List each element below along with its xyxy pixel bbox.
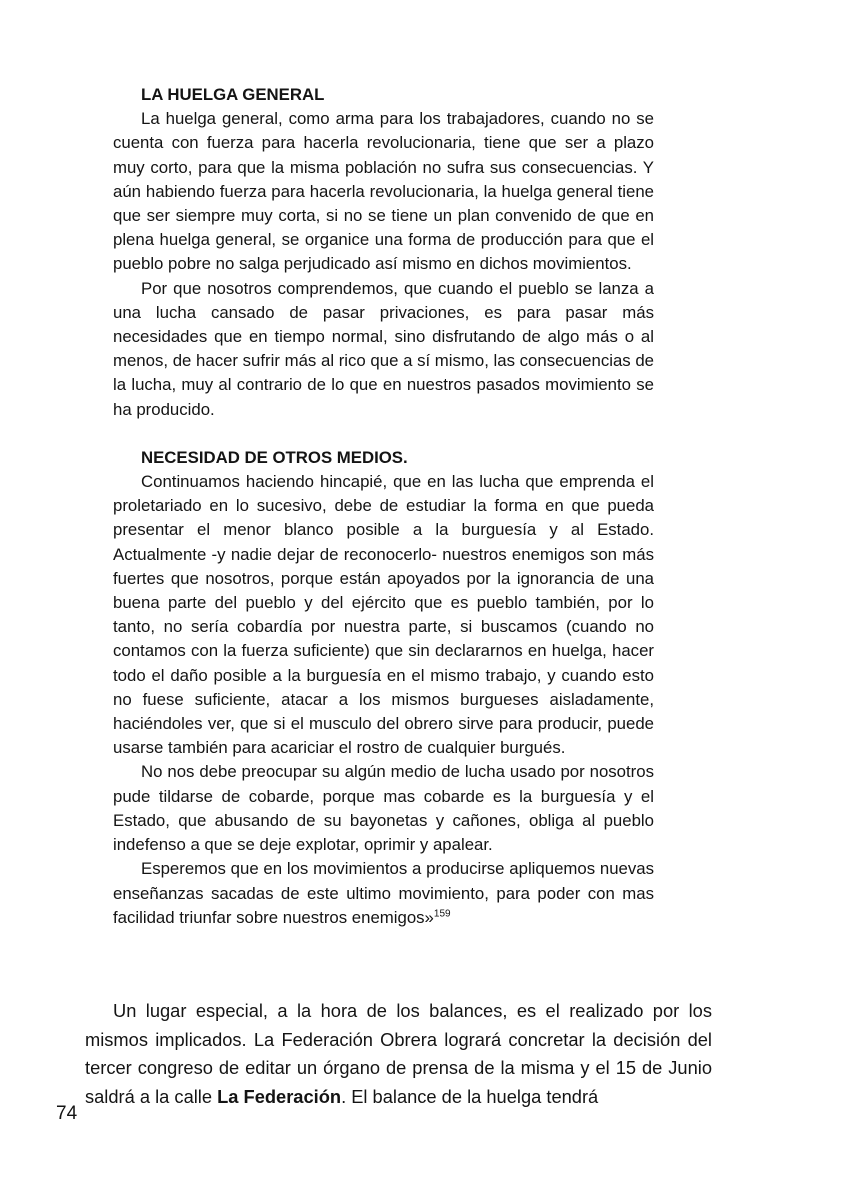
quote-paragraph: Continuamos haciendo hincapié, que en las lucha que emprenda el proletariado en lo sucesivo, debe de estudiar la forma en que pueda presentar el menor blanco posible a la burguesía y al Estado. Actualmente -y nadie dejar de reconocerlo- nuestros enemigos son más fuertes que nosotros, porque están apoyados por la ignorancia de una buena parte del pueblo y del ejército que es pueblo también, por lo tanto, no sería cobardía por nuestra parte, si buscamos (cuando no contamos con la fuerza suficiente) que sin declararnos en huelga, hacer todo el daño posible a la burguesía en el mismo trabajo, y cuando esto no fuese suficiente, atacar a los mismos burgueses aisladamente, haciéndoles ver, que si el musculo del obrero sirve para producir, puede usarse también para acariciar el rostro de cualquier burgués. [113,472,654,758]
section-heading: LA HUELGA GENERAL [141,85,325,104]
closing-text-bold: La Federación [217,1085,342,1107]
quote-paragraph-text: Esperemos que en los movimientos a producirse apliquemos nuevas enseñanzas sacadas de este ultimo movimiento, para poder con mas facilidad triunfar sobre nuestros enemigos» [113,859,654,927]
section-heading: NECESIDAD DE OTROS MEDIOS. [141,447,408,467]
section-necesidad-de-otros-medios [113,446,654,930]
quote-paragraph [113,857,654,930]
blockquote [113,83,654,930]
quote-paragraph: No nos debe preocupar su algún medio de lucha usado por nosotros pude tildarse de cobarde, porque mas cobarde es la burguesía y el Estado, que abusando de su bayonetas y cañones, obliga al pueblo indefenso a que se deje explotar, oprimir y apalear. [113,762,654,855]
page-number: 74 [56,1103,78,1124]
quote-paragraph: Por que nosotros comprendemos, que cuando el pueblo se lanza a una lucha cansado de pasar privaciones, es para pasar más necesidades que en tiempo normal, sino disfrutando de algo más o al menos, de hacer sufrir más al rico que a sí mismo, las consecuencias de la lucha, muy al contrario de lo que en nuestros pasados movimiento se ha producido. [113,278,654,419]
quote-paragraph: La huelga general, como arma para los trabajadores, cuando no se cuenta con fuerza para hacerla revolucionaria, tiene que ser a plazo muy corto, para que la misma población no sufra sus consecuencias. Y aún habiendo fuerza para hacerla revolucionaria, la huelga general tiene que ser siempre muy corta, si no se tiene un plan convenido de que en plena huelga general, se organice una forma de producción para que el pueblo pobre no salga perjudicado así mismo en dichos movimientos. [113,109,654,274]
footnote-marker: 159 [433,908,451,920]
closing-paragraph [85,997,712,1111]
closing-text-before: Un lugar especial, a la hora de los balances, es el realizado por los mismos implicados. La Federación Obrera logrará concretar la decisión del tercer congreso de editar un órgano de prensa de la misma y el 15 de Junio saldrá a la calle [85,1000,712,1107]
closing-text-after: . El balance de la huelga tendrá [341,1085,599,1107]
section-la-huelga-general [113,83,654,422]
body-text [85,997,712,1111]
